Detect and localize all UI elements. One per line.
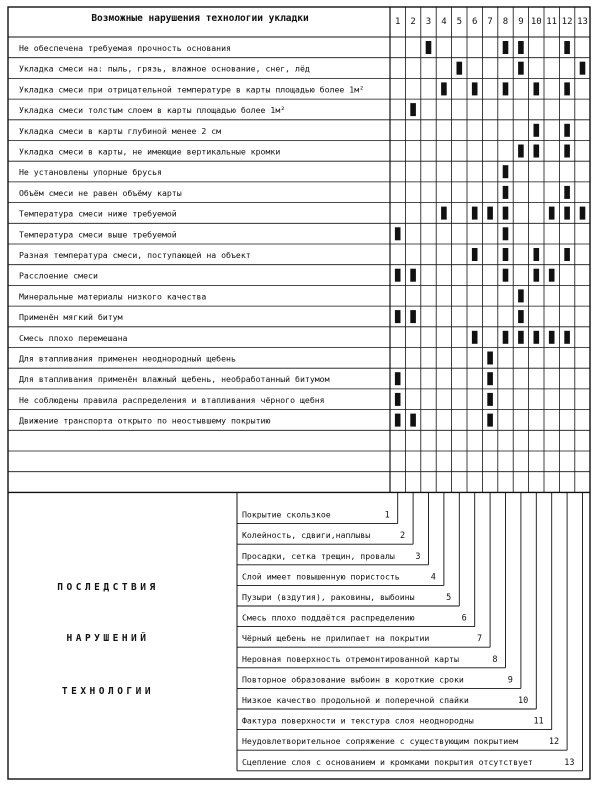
consequence-label: Неровная поверхность отремонтированной карты [242,653,459,664]
consequence-number: 7 [476,634,483,645]
violation-mark [487,372,493,385]
violation-mark [549,207,555,220]
consequence-label: Смесь плохо поддаётся распределению [242,612,415,623]
consequence-number: 10 [518,696,529,706]
violation-label: Для втапливания применен неоднородный щебень [19,353,236,364]
violation-mark [503,207,509,220]
consequences-heading-word: НАРУШЕНИЙ [66,633,150,644]
violation-mark [487,207,493,220]
violation-mark [487,414,493,427]
consequence-number: 11 [533,716,544,727]
violation-mark [410,414,416,427]
violation-mark [564,145,570,158]
column-number: 10 [530,17,542,27]
violation-mark [487,352,493,365]
violation-label: Не установлены упорные брусья [19,167,162,178]
violation-mark [503,248,509,261]
consequence-label: Повторное образование выбоин в короткие сроки [242,674,464,685]
consequences-heading-word: ТЕХНОЛОГИИ [61,686,155,697]
consequence-label: Чёрный щебень не прилипает на покрытии [242,633,430,644]
violation-mark [472,207,478,220]
consequence-label: Колейность, сдвиги,наплывы [242,530,371,541]
violation-mark [410,103,416,116]
violation-mark [503,269,509,282]
violation-mark [518,41,524,54]
consequence-number: 8 [492,654,498,665]
violation-mark [518,331,524,344]
consequence-label: Неудовлетворительное сопряжение с существующим покрытием [242,736,519,747]
violation-mark [564,248,570,261]
violation-mark [518,62,524,75]
consequences-heading-word: ПОСЛЕДСТВИЯ [57,582,159,593]
column-number: 3 [425,17,432,27]
violation-label: Не обеспечена требуемая прочность основания [19,43,231,53]
column-number: 2 [410,17,416,27]
consequence-number: 3 [415,551,421,562]
violation-label: Температура смеси выше требуемой [19,229,177,240]
violation-mark [395,372,401,385]
violation-label: Температура смеси ниже требуемой [19,208,177,219]
violation-label: Для втапливания применён влажный щебень, необработанный битумом [19,374,330,385]
violation-mark [503,41,509,54]
column-number: 12 [561,17,573,27]
violation-mark [564,207,570,220]
violation-mark [426,41,432,54]
violation-mark [395,393,401,406]
consequence-label: Фактура поверхности и текстура слоя неоднородны [242,715,474,726]
violation-mark [410,310,416,323]
violation-mark [580,207,586,220]
violation-mark [564,41,570,54]
column-number: 11 [546,17,558,27]
column-number: 6 [471,17,478,27]
consequence-number: 9 [507,675,513,686]
violation-label: Укладка смеси толстым слоем в карты площадью более 1м² [19,105,286,116]
consequence-label: Покрытие скользкое [242,509,331,520]
consequence-number: 12 [548,737,560,748]
violation-mark [518,145,524,158]
column-headers [395,17,588,27]
violation-mark [441,207,447,220]
column-number: 9 [518,17,524,27]
violation-mark [503,186,509,199]
violation-mark [410,269,416,282]
violation-mark [564,124,570,137]
violation-label: Не соблюдены правила распределения и втапливания чёрного щебня [19,394,325,405]
violation-mark [564,82,570,95]
violation-mark [534,145,540,158]
violation-mark [487,393,493,406]
consequence-number: 13 [564,757,575,768]
consequences-list [237,492,583,770]
violation-mark [395,269,401,282]
violation-label: Минеральные материалы низкого качества [19,291,207,302]
column-number: 13 [577,17,588,27]
consequence-number: 1 [384,510,390,521]
violation-mark [472,331,478,344]
column-number: 8 [502,17,509,27]
column-number: 4 [441,17,447,27]
violation-label: Укладка смеси в карты, не имеющие вертикальные кромки [19,146,281,157]
consequences-heading [57,582,158,697]
violation-label: Объём смеси не равен объёму карты [19,187,182,198]
violation-mark [503,165,509,178]
violation-label: Расслоение смеси [19,270,98,281]
violation-label: Разная температура смеси, поступающей на объект [19,250,251,260]
violation-label: Укладка смеси на: пыль, грязь, влажное основание, снег, лёд [19,63,310,74]
table-title: Возможные нарушения технологии укладки [91,13,309,24]
violation-mark [518,310,524,323]
consequence-number: 5 [446,593,452,603]
consequence-number: 2 [399,531,406,542]
violation-label: Укладка смеси в карты глубиной менее 2 см [19,125,222,136]
violation-mark [457,62,463,75]
consequence-number: 6 [461,613,467,624]
violation-mark [472,82,478,95]
consequence-label: Просадки, сетка трещин, провалы [242,550,395,561]
column-number: 5 [456,17,463,27]
consequence-label: Низкое качество продольной и поперечной спайки [242,695,469,705]
violation-label: Смесь плохо перемешана [19,332,128,343]
violation-mark [564,331,570,344]
violation-mark [503,227,509,240]
violation-mark [534,331,540,344]
violation-mark [503,82,509,95]
violation-mark [580,62,586,75]
violation-label: Движение транспорта открыто по неостывшему покрытию [19,415,271,426]
consequence-label: Сцепление слоя с основанием и кромками покрытия отсутствует [242,756,533,767]
violation-mark [534,248,540,261]
column-number: 7 [487,17,493,27]
consequence-number: 4 [430,572,436,583]
violation-mark [549,269,555,282]
violation-mark [472,248,478,261]
violation-mark [534,124,540,137]
violation-mark [564,186,570,199]
violation-mark [534,269,540,282]
violation-mark [395,414,401,427]
consequence-label: Слой имеет повышенную пористость [242,571,400,582]
violation-mark [441,82,447,95]
violation-label: Применён мягкий битум [19,312,123,323]
consequence-label: Пузыри (вздутия), раковины, выбоины [242,592,415,602]
column-number: 1 [394,17,401,27]
violation-mark [518,289,524,302]
violation-label: Укладка смеси при отрицательной температуре в карты площадью более 1м² [19,84,365,95]
violation-mark [549,331,555,344]
violation-mark [503,331,509,344]
violation-mark [534,82,540,95]
violation-mark [395,310,401,323]
violation-mark [395,227,401,240]
